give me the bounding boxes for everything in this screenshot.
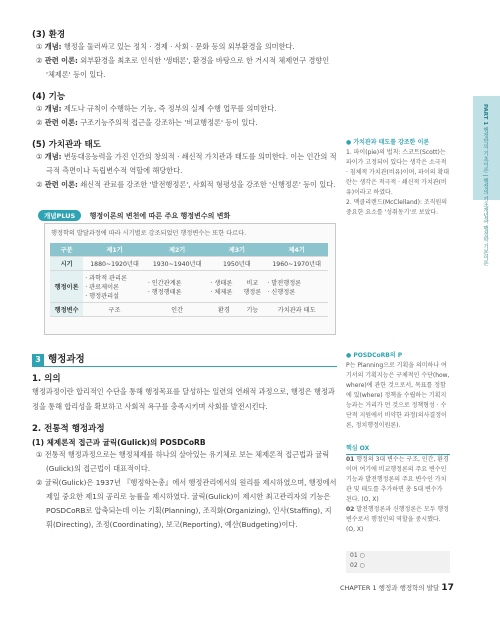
concept-plus-note: 행정학의 발달과정에 따라 시기별로 강조되었던 행정변수는 또한 다르다. (51, 230, 247, 237)
core-ox (346, 444, 450, 535)
table-cell: · 생태론 · 체제론 (208, 271, 239, 303)
side-note-values-line-1: 1. 파이(pie)의 법칙: 스코트(Scott)는 파이가 고정되어 있다는 생각은 소극적 · 침체적 가치관(비유)이며, 파이의 확대란는 생각은 적극적 · 쇄신적 가치관(비유)이라고 하였다. (346, 149, 450, 196)
concept-plus-badge: 개념PLUS (38, 210, 81, 221)
table-row-header: 행정이론 (50, 271, 83, 303)
table-cell: 가치관과 태도 (265, 303, 328, 317)
env-heading: (3) 환경 (32, 30, 66, 40)
section-title: 행정과정 (48, 354, 85, 365)
table-header-cell: 제3기 (208, 243, 265, 257)
process-column (32, 372, 337, 532)
page-number: 17 (441, 583, 454, 593)
traditional-heading: 2. 전통적 행정과정 (32, 424, 105, 434)
func-heading: (4) 기능 (32, 92, 66, 102)
table-header-cell: 제1기 (83, 243, 146, 257)
side-note-values-line-2: 2. 맥클리랜드(McClelland): 조직원의 중요한 요소를 '성취동기'로 보았다. (346, 199, 448, 216)
section-divider (32, 366, 337, 367)
table-header-cell: 제4기 (265, 243, 328, 257)
values-heading: (5) 가치관과 태도 (32, 140, 101, 150)
table-cell: 1930~1940년대 (146, 257, 209, 271)
table-row-period (50, 257, 328, 271)
table-cell: 1950년대 (208, 257, 265, 271)
core-ox-answers (346, 551, 450, 573)
core-ox-heading: 핵심 OX (346, 444, 450, 455)
table-cell: · 발전행정론 · 신행정론 (265, 271, 328, 303)
table-header-cell: 제2기 (146, 243, 209, 257)
table-cell: 구조 (83, 303, 146, 317)
table-cell: · 인간관계론 · 행정행태론 (146, 271, 209, 303)
section-heading (32, 351, 85, 366)
part-label: PART 1 (482, 104, 488, 126)
concept-plus-header (38, 210, 230, 221)
table-cell: · 과학적 관리론 · 관료제이론 · 행정관리설 (83, 271, 146, 303)
table-cell: 기능 (239, 303, 265, 317)
func-item-1: ① 개념: 제도나 규칙이 수행하는 기능, 즉 정부의 실제 수행 업무를 의미한다. (36, 104, 277, 113)
side-note-posdcorb (346, 351, 450, 431)
table-row-variable (50, 303, 328, 317)
answer-2: 02 ○ (350, 562, 365, 569)
table-cell: 인간 (146, 303, 209, 317)
table-row-theory (50, 271, 328, 303)
table-cell: 1960~1970년대 (265, 257, 328, 271)
core-ox-item-1: 01 행정의 3대 변수는 구조, 인간, 환경이며 여기에 비교행정론의 주요 변수인 기능과 발전행정론의 주요 변수인 가치관 및 태도를 추가하면 총 5대 변수가 된다. (O, X) (346, 456, 449, 503)
answer-1: 01 ○ (350, 552, 365, 559)
meaning-heading: 1. 의의 (32, 374, 61, 384)
table-header-cell: 구분 (50, 243, 83, 257)
meaning-text: 행정과정이란 합리적인 수단을 통해 행정목표를 달성하는 일련의 연쇄적 과정으로, 행정은 행정과정을 통해 합리성을 확보하고 사회적 욕구를 충족시키며 사회를 발전시킨다. (32, 387, 335, 411)
section-number: 3 (32, 354, 44, 366)
env-item-1: ① 개념: 행정을 둘러싸고 있는 정치 · 경제 · 사회 · 문화 등의 외부환경을 의미한다. (36, 42, 295, 51)
table-cell: 비교 행정론 (239, 271, 265, 303)
footer-chapter: CHAPTER 1 (340, 584, 377, 592)
bulb-icon: ● (346, 352, 352, 359)
values-item-1: ① 개념: 변동대응능력을 가진 인간의 창의적 · 쇄신적 가치관과 태도를 의미한다. 이는 인간의 적극적 측면이나 독립변수적 역할에 해당한다. (36, 152, 337, 175)
side-note-values-title: ● 가치관과 태도를 강조한 이론 (346, 139, 430, 146)
side-note-posdcorb-text: P는 Planning으로 기획을 의미하나 여기서의 기획지능은 구체적인 수단(how, where)에 관한 것으로서, 목표를 정함에 있(where) 정책을 수립하는 기획지능과는 거리가 먼 것으로 정책형성 · 수단적 지원에서 비약한 과정(의사결정이론, 정치행정이원론). (346, 362, 450, 429)
traditional-item-2: ② 귤릭(Gulick)은 1937년 『행정학논총』에서 행정관리에서의 원리를 제시하였으며, 행정에서 제일 중요한 제1의 공리로 능률을 제시하였다. 귤릭(Gulick)이 제시한 최고관리자의 기능은 POSDCoRB로 압축되는데 이는 기획(Planning), 조직화(Organizing), 인사(Staffing), 지휘(Directing), 조정(Coordinating), 보고(Reporting), 예산(Budgeting)이다. (36, 478, 337, 529)
table-header-row (50, 243, 328, 257)
table-row-header: 시기 (50, 257, 83, 271)
env-item-2: ② 관련 이론: 외부환경을 최초로 인식한 '생태론', 환경을 바탕으로 한 거시적 체제연구 경향인 '체제론' 등이 있다. (36, 56, 330, 79)
core-ox-item-2: 02 발전행정론과 신행정론은 모두 행정변수로서 행정인의 역할을 중시했다. (O, X) (346, 506, 449, 533)
func-item-2: ② 관련 이론: 구조기능주의적 접근을 강조하는 '비교행정론' 등이 있다. (36, 118, 258, 127)
table-row-header: 행정변수 (50, 303, 83, 317)
part-tab-text (481, 104, 489, 266)
part-title: 행정학의 기초이론 | 행정의 기초개념과 행정학 기본이론 (482, 127, 488, 266)
page-footer (340, 583, 454, 593)
concept-plus-title: 행정이론의 변천에 따른 주요 행정변수의 변화 (89, 212, 231, 220)
side-note-posdcorb-title: ● POSDCoRB의 P (346, 352, 403, 359)
side-note-values (346, 138, 450, 218)
variables-table (50, 243, 328, 317)
bulb-icon: ● (346, 139, 352, 146)
main-column (32, 28, 337, 192)
traditional-subheading: (1) 체제론적 접근과 귤릭(Gulick)의 POSDCoRB (32, 438, 206, 447)
traditional-item-1: ① 전통적 행정과정으로는 행정체제를 하나의 살아있는 유기체로 보는 체제론적 접근법과 귤릭(Gulick)의 접근법이 대표적이다. (36, 450, 330, 473)
table-cell: 환경 (208, 303, 239, 317)
table-cell: 1880~1920년대 (83, 257, 146, 271)
values-item-2: ② 관련 이론: 쇄신적 관료를 강조한 '발전행정론', 사회적 형평성을 강조한 '신행정론' 등이 있다. (36, 180, 336, 189)
footer-title: 행정과 행정학의 발달 (378, 584, 440, 592)
